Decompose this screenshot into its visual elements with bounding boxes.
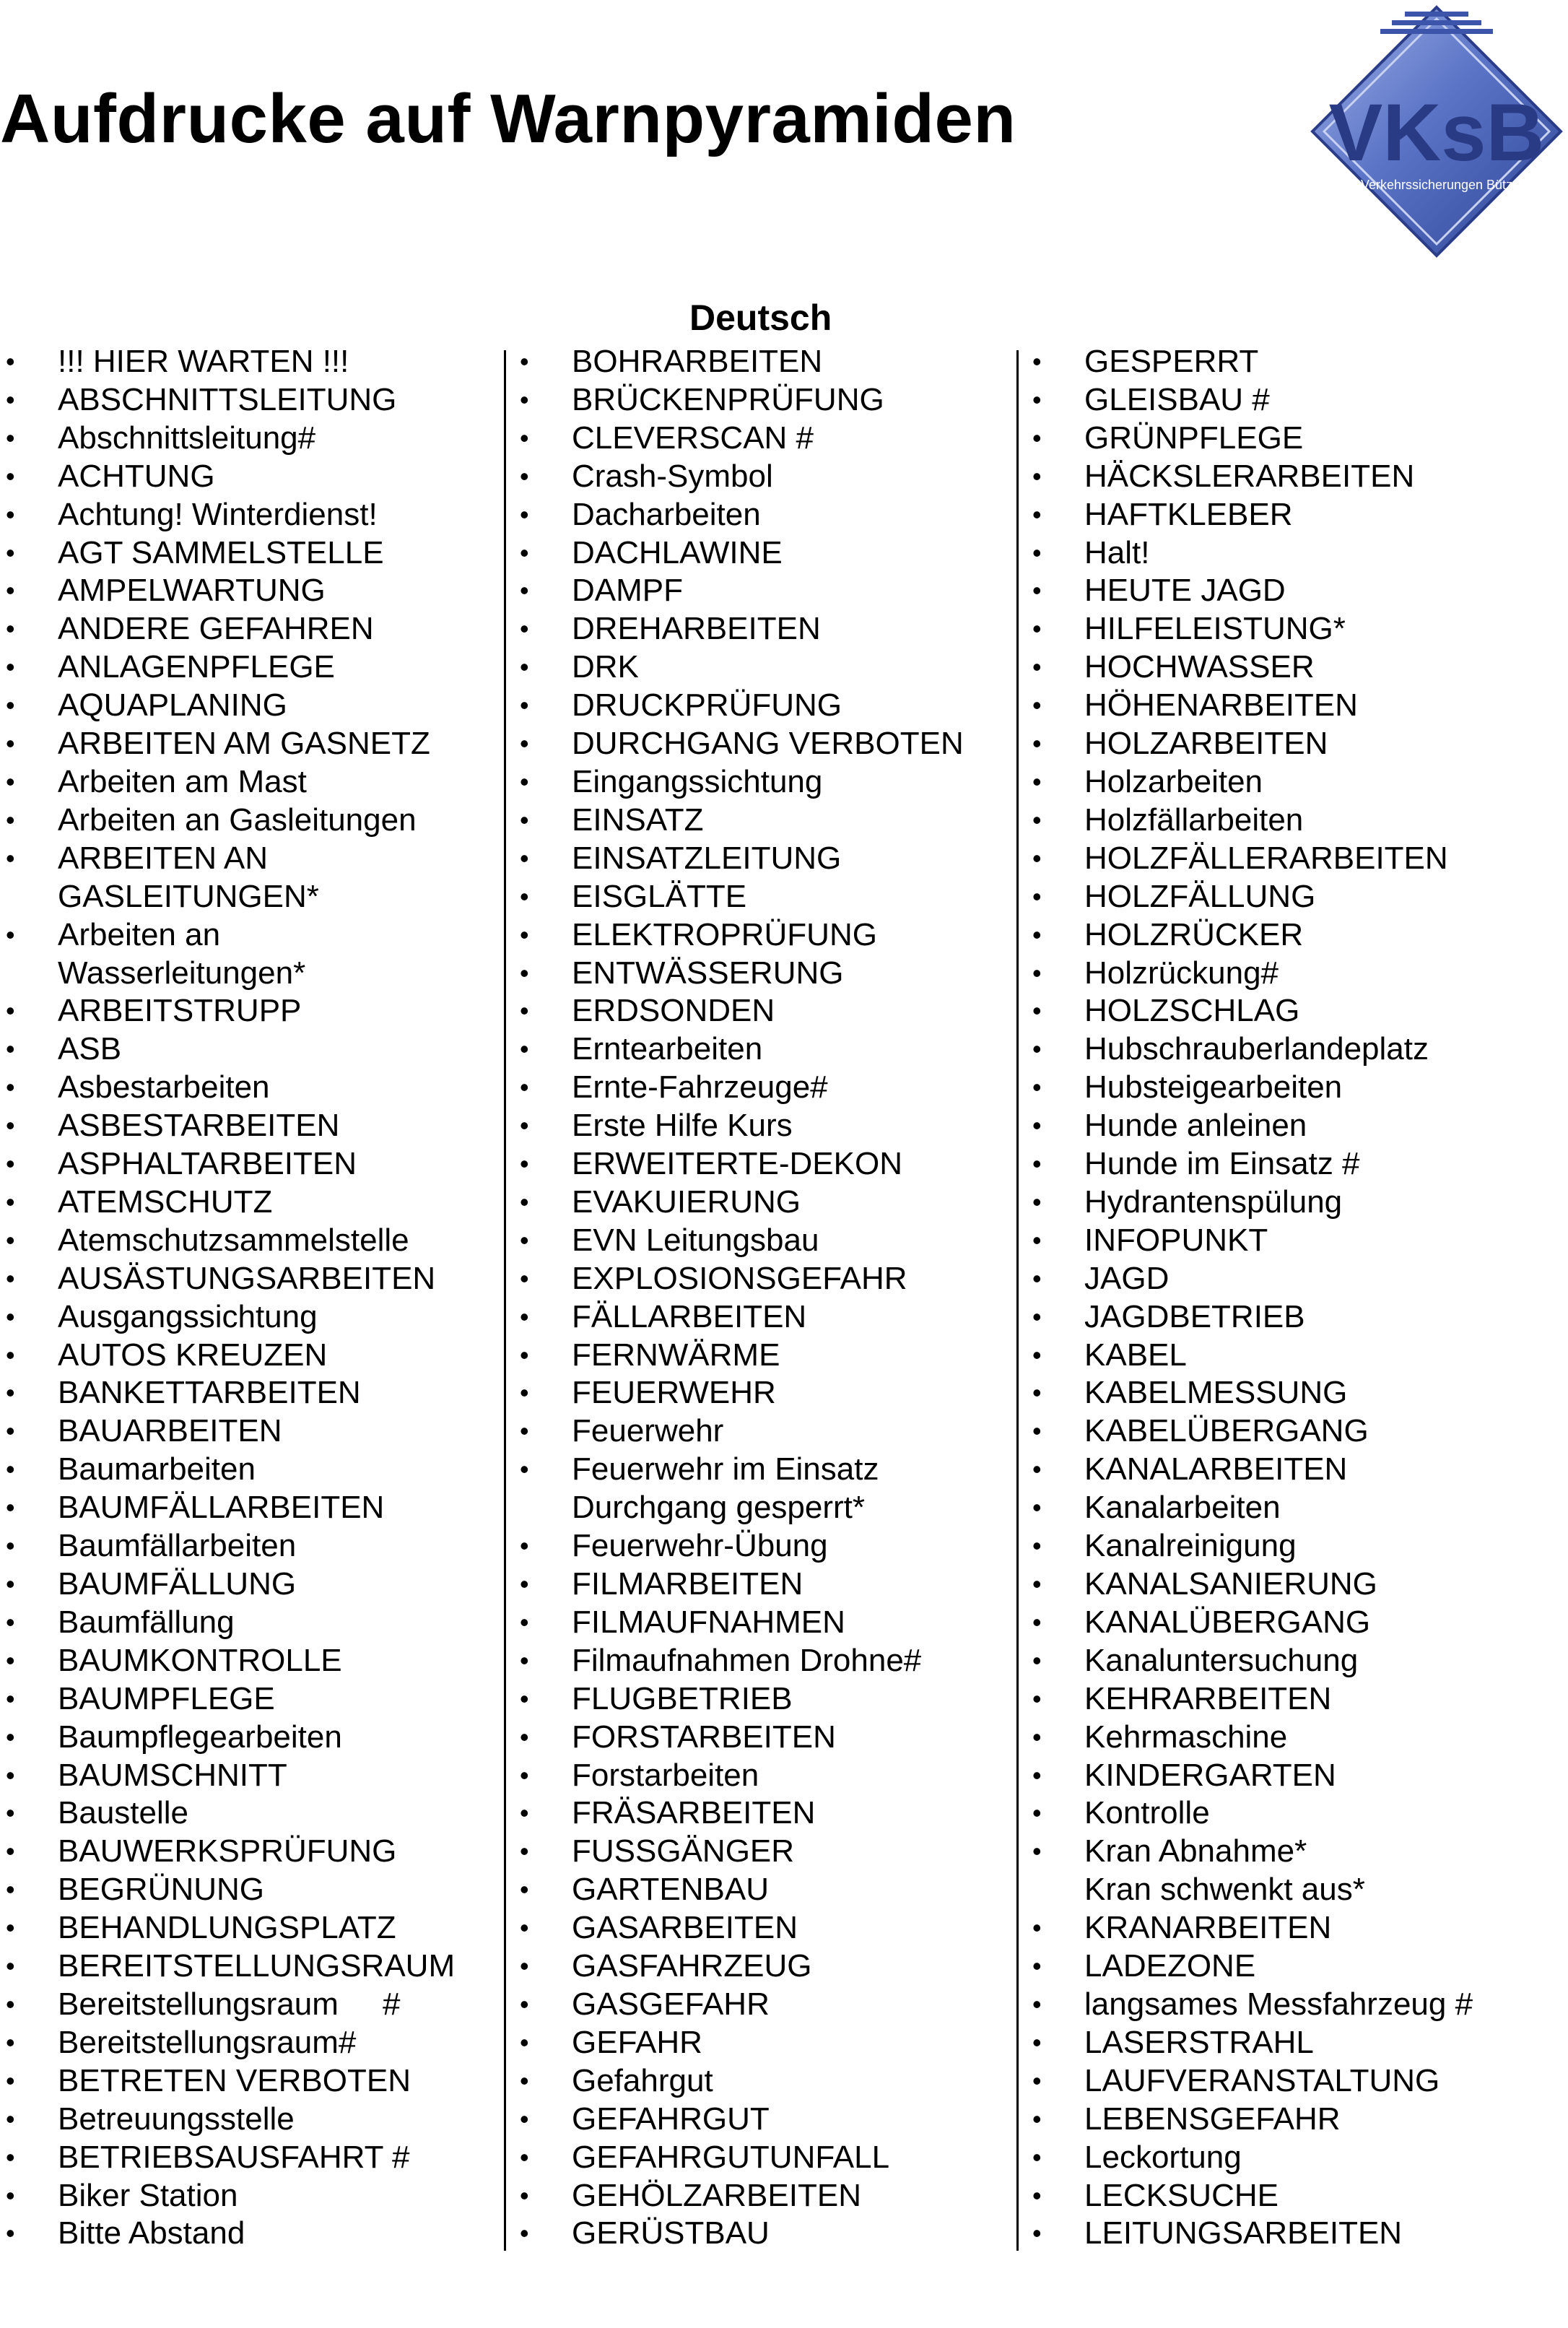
list-item: • KEHRARBEITEN	[1027, 1680, 1561, 1719]
list-item: Wasserleitungen*	[58, 955, 306, 991]
list-item: • Kanalreinigung	[1027, 1527, 1561, 1565]
list-item: • Feuerwehr	[514, 1412, 1012, 1451]
list-item: • Arbeiten an	[0, 916, 498, 955]
list-item: • DACHLAWINE	[514, 534, 1012, 573]
list-item: • HEUTE JAGD	[1027, 572, 1561, 610]
list-item: • ABSCHNITTSLEITUNG	[0, 381, 498, 420]
list-item: • BOHRARBEITEN	[514, 343, 1012, 381]
list-item: • KINDERGARTEN	[1027, 1757, 1561, 1795]
list-item: • HAFTKLEBER	[1027, 496, 1561, 534]
list-column-2	[514, 343, 1012, 2253]
list-item: • EISGLÄTTE	[514, 878, 1012, 916]
list-item: • GEHÖLZARBEITEN	[514, 2177, 1012, 2215]
list-item: • Hubschrauberlandeplatz	[1027, 1030, 1561, 1069]
list-item: • GASARBEITEN	[514, 1909, 1012, 1947]
list-item: • Filmaufnahmen Drohne#	[514, 1642, 1012, 1680]
list-item: • FILMARBEITEN	[514, 1565, 1012, 1604]
list-item: • KABEL	[1027, 1337, 1561, 1375]
list-item: • Kehrmaschine	[1027, 1719, 1561, 1757]
list-item: • CLEVERSCAN #	[514, 420, 1012, 458]
list-item: • Hydrantenspülung	[1027, 1183, 1561, 1222]
list-item: • LAUFVERANSTALTUNG	[1027, 2062, 1561, 2101]
list-item: Durchgang gesperrt*	[572, 1490, 866, 1526]
list-item: • ANLAGENPFLEGE	[0, 648, 498, 687]
list-item: • Baumfällarbeiten	[0, 1527, 498, 1565]
list-item: • GLEISBAU #	[1027, 381, 1561, 420]
list-item: • ARBEITEN AN	[0, 840, 498, 878]
list-column-1	[0, 343, 498, 2253]
list-item: • HOLZFÄLLUNG	[1027, 878, 1561, 916]
list-item: • FRÄSARBEITEN	[514, 1794, 1012, 1833]
list-item: • GEFAHRGUTUNFALL	[514, 2139, 1012, 2177]
page-title: Aufdrucke auf Warnpyramiden	[0, 80, 1016, 157]
list-item: • EINSATZLEITUNG	[514, 840, 1012, 878]
list-item: • Kran Abnahme*	[1027, 1833, 1561, 1871]
list-item: • ATEMSCHUTZ	[0, 1183, 498, 1222]
list-item: • INFOPUNKT	[1027, 1222, 1561, 1260]
list-item: • FERNWÄRME	[514, 1337, 1012, 1375]
list-item: • Baumpflegearbeiten	[0, 1719, 498, 1757]
list-item: • GASFAHRZEUG	[514, 1947, 1012, 1986]
list-item: • FORSTARBEITEN	[514, 1719, 1012, 1757]
list-item: • Hunde im Einsatz #	[1027, 1145, 1561, 1183]
list-item: • BAUWERKSPRÜFUNG	[0, 1833, 498, 1871]
list-item: • BAUMSCHNITT	[0, 1757, 498, 1795]
list-item: • Erste Hilfe Kurs	[514, 1107, 1012, 1145]
list-item: • Halt!	[1027, 534, 1561, 573]
list-item: • Bitte Abstand	[0, 2215, 498, 2253]
list-item: • Eingangssichtung	[514, 763, 1012, 802]
list-item: • Gefahrgut	[514, 2062, 1012, 2101]
list-item: • Feuerwehr-Übung	[514, 1527, 1012, 1565]
list-item: • GEFAHRGUT	[514, 2101, 1012, 2139]
list-item: • Forstarbeiten	[514, 1757, 1012, 1795]
list-item: • BAUMPFLEGE	[0, 1680, 498, 1719]
list-item: • Ernte-Fahrzeuge#	[514, 1069, 1012, 1107]
list-item: • BAUARBEITEN	[0, 1412, 498, 1451]
list-item: • ERDSONDEN	[514, 992, 1012, 1030]
list-item: • Holzfällarbeiten	[1027, 802, 1561, 840]
list-item: • ASB	[0, 1030, 498, 1069]
list-item: • DURCHGANG VERBOTEN	[514, 725, 1012, 763]
list-item: • KANALSANIERUNG	[1027, 1565, 1561, 1604]
list-item: • Crash-Symbol	[514, 458, 1012, 496]
list-item: • FUSSGÄNGER	[514, 1833, 1012, 1871]
list-item: • DRUCKPRÜFUNG	[514, 687, 1012, 725]
list-item: • ACHTUNG	[0, 458, 498, 496]
list-item: • BEGRÜNUNG	[0, 1871, 498, 1909]
list-item: • DREHARBEITEN	[514, 610, 1012, 648]
list-item: • BRÜCKENPRÜFUNG	[514, 381, 1012, 420]
list-item: • BAUMKONTROLLE	[0, 1642, 498, 1680]
logo-subtitle: Verkehrssicherungen Bütz	[1360, 178, 1513, 192]
logo-letters: VKsB	[1328, 87, 1545, 178]
list-item: • HOCHWASSER	[1027, 648, 1561, 687]
list-item: • FILMAUFNAHMEN	[514, 1604, 1012, 1642]
list-item: • FEUERWEHR	[514, 1374, 1012, 1412]
list-item: • FÄLLARBEITEN	[514, 1298, 1012, 1337]
list-item: • ELEKTROPRÜFUNG	[514, 916, 1012, 955]
list-item: • Kanalarbeiten	[1027, 1489, 1561, 1527]
list-item: • KRANARBEITEN	[1027, 1909, 1561, 1947]
list-item: • HOLZARBEITEN	[1027, 725, 1561, 763]
list-item: • LASERSTRAHL	[1027, 2024, 1561, 2062]
list-item: • Baustelle	[0, 1794, 498, 1833]
list-item: • ARBEITEN AM GASNETZ	[0, 725, 498, 763]
list-item: • GEFAHR	[514, 2024, 1012, 2062]
list-item: • HOLZRÜCKER	[1027, 916, 1561, 955]
list-item: • Holzarbeiten	[1027, 763, 1561, 802]
list-item: • Atemschutzsammelstelle	[0, 1222, 498, 1260]
list-item: • BANKETTARBEITEN	[0, 1374, 498, 1412]
list-item: • Dacharbeiten	[514, 496, 1012, 534]
list-item: • Arbeiten am Mast	[0, 763, 498, 802]
list-item: • JAGD	[1027, 1260, 1561, 1298]
list-item: • KANALARBEITEN	[1027, 1451, 1561, 1489]
list-item: • BAUMFÄLLUNG	[0, 1565, 498, 1604]
list-item: • Leckortung	[1027, 2139, 1561, 2177]
list-item: • Hubsteigearbeiten	[1027, 1069, 1561, 1107]
list-item: • BEHANDLUNGSPLATZ	[0, 1909, 498, 1947]
list-item: • GERÜSTBAU	[514, 2215, 1012, 2253]
list-item: • ASPHALTARBEITEN	[0, 1145, 498, 1183]
list-item: • ARBEITSTRUPP	[0, 992, 498, 1030]
list-item: • Baumfällung	[0, 1604, 498, 1642]
list-item: • Bereitstellungsraum #	[0, 1986, 498, 2024]
list-item: • EXPLOSIONSGEFAHR	[514, 1260, 1012, 1298]
list-item: • Biker Station	[0, 2177, 498, 2215]
list-item: • KANALÜBERGANG	[1027, 1604, 1561, 1642]
list-item: • HÖHENARBEITEN	[1027, 687, 1561, 725]
list-item: • HOLZFÄLLERARBEITEN	[1027, 840, 1561, 878]
list-item: • EVN Leitungsbau	[514, 1222, 1012, 1260]
list-item: • !!! HIER WARTEN !!!	[0, 343, 498, 381]
list-item: • ENTWÄSSERUNG	[514, 955, 1012, 993]
list-item: • EVAKUIERUNG	[514, 1183, 1012, 1222]
list-item: • Hunde anleinen	[1027, 1107, 1561, 1145]
language-heading: Deutsch	[689, 297, 832, 338]
list-item: • JAGDBETRIEB	[1027, 1298, 1561, 1337]
list-item: • LEITUNGSARBEITEN	[1027, 2215, 1561, 2253]
list-item: • KABELÜBERGANG	[1027, 1412, 1561, 1451]
column-divider	[504, 350, 506, 2251]
list-item: • BEREITSTELLUNGSRAUM	[0, 1947, 498, 1986]
list-item: • HÄCKSLERARBEITEN	[1027, 458, 1561, 496]
list-item: • DRK	[514, 648, 1012, 687]
list-item: • Asbestarbeiten	[0, 1069, 498, 1107]
list-item: • LEBENSGEFAHR	[1027, 2101, 1561, 2139]
list-item: • langsames Messfahrzeug #	[1027, 1986, 1561, 2024]
list-item: • GESPERRT	[1027, 343, 1561, 381]
list-item: • DAMPF	[514, 572, 1012, 610]
column-divider	[1016, 350, 1019, 2251]
list-item: • Kontrolle	[1027, 1794, 1561, 1833]
list-item: • Feuerwehr im Einsatz	[514, 1451, 1012, 1489]
list-item: • AMPELWARTUNG	[0, 572, 498, 610]
list-item: • Erntearbeiten	[514, 1030, 1012, 1069]
list-item: • AUSÄSTUNGSARBEITEN	[0, 1260, 498, 1298]
list-item: • ERWEITERTE-DEKON	[514, 1145, 1012, 1183]
list-item: • Bereitstellungsraum#	[0, 2024, 498, 2062]
list-item: • GRÜNPFLEGE	[1027, 420, 1561, 458]
list-item: • ANDERE GEFAHREN	[0, 610, 498, 648]
list-item: • ASBESTARBEITEN	[0, 1107, 498, 1145]
list-item: • Ausgangssichtung	[0, 1298, 498, 1337]
list-item: • Holzrückung#	[1027, 955, 1561, 993]
list-item: GASLEITUNGEN*	[58, 878, 319, 914]
list-item: • Kanaluntersuchung	[1027, 1642, 1561, 1680]
list-item: • LECKSUCHE	[1027, 2177, 1561, 2215]
list-item: • Achtung! Winterdienst!	[0, 496, 498, 534]
vksb-logo	[1305, 0, 1568, 264]
list-item: • Baumarbeiten	[0, 1451, 498, 1489]
list-item: • AGT SAMMELSTELLE	[0, 534, 498, 573]
list-item: • LADEZONE	[1027, 1947, 1561, 1986]
list-item: • BETRETEN VERBOTEN	[0, 2062, 498, 2101]
list-item: • Betreuungsstelle	[0, 2101, 498, 2139]
list-item: Kran schwenkt aus*	[1084, 1872, 1365, 1908]
list-item: • AUTOS KREUZEN	[0, 1337, 498, 1375]
list-column-3	[1027, 343, 1561, 2253]
list-item: • GASGEFAHR	[514, 1986, 1012, 2024]
list-item: • Abschnittsleitung#	[0, 420, 498, 458]
list-item: • GARTENBAU	[514, 1871, 1012, 1909]
list-item: • KABELMESSUNG	[1027, 1374, 1561, 1412]
list-item: • Arbeiten an Gasleitungen	[0, 802, 498, 840]
list-item: • HILFELEISTUNG*	[1027, 610, 1561, 648]
list-item: • FLUGBETRIEB	[514, 1680, 1012, 1719]
list-item: • BAUMFÄLLARBEITEN	[0, 1489, 498, 1527]
list-item: • BETRIEBSAUSFAHRT #	[0, 2139, 498, 2177]
list-item: • AQUAPLANING	[0, 687, 498, 725]
list-item: • HOLZSCHLAG	[1027, 992, 1561, 1030]
list-item: • EINSATZ	[514, 802, 1012, 840]
